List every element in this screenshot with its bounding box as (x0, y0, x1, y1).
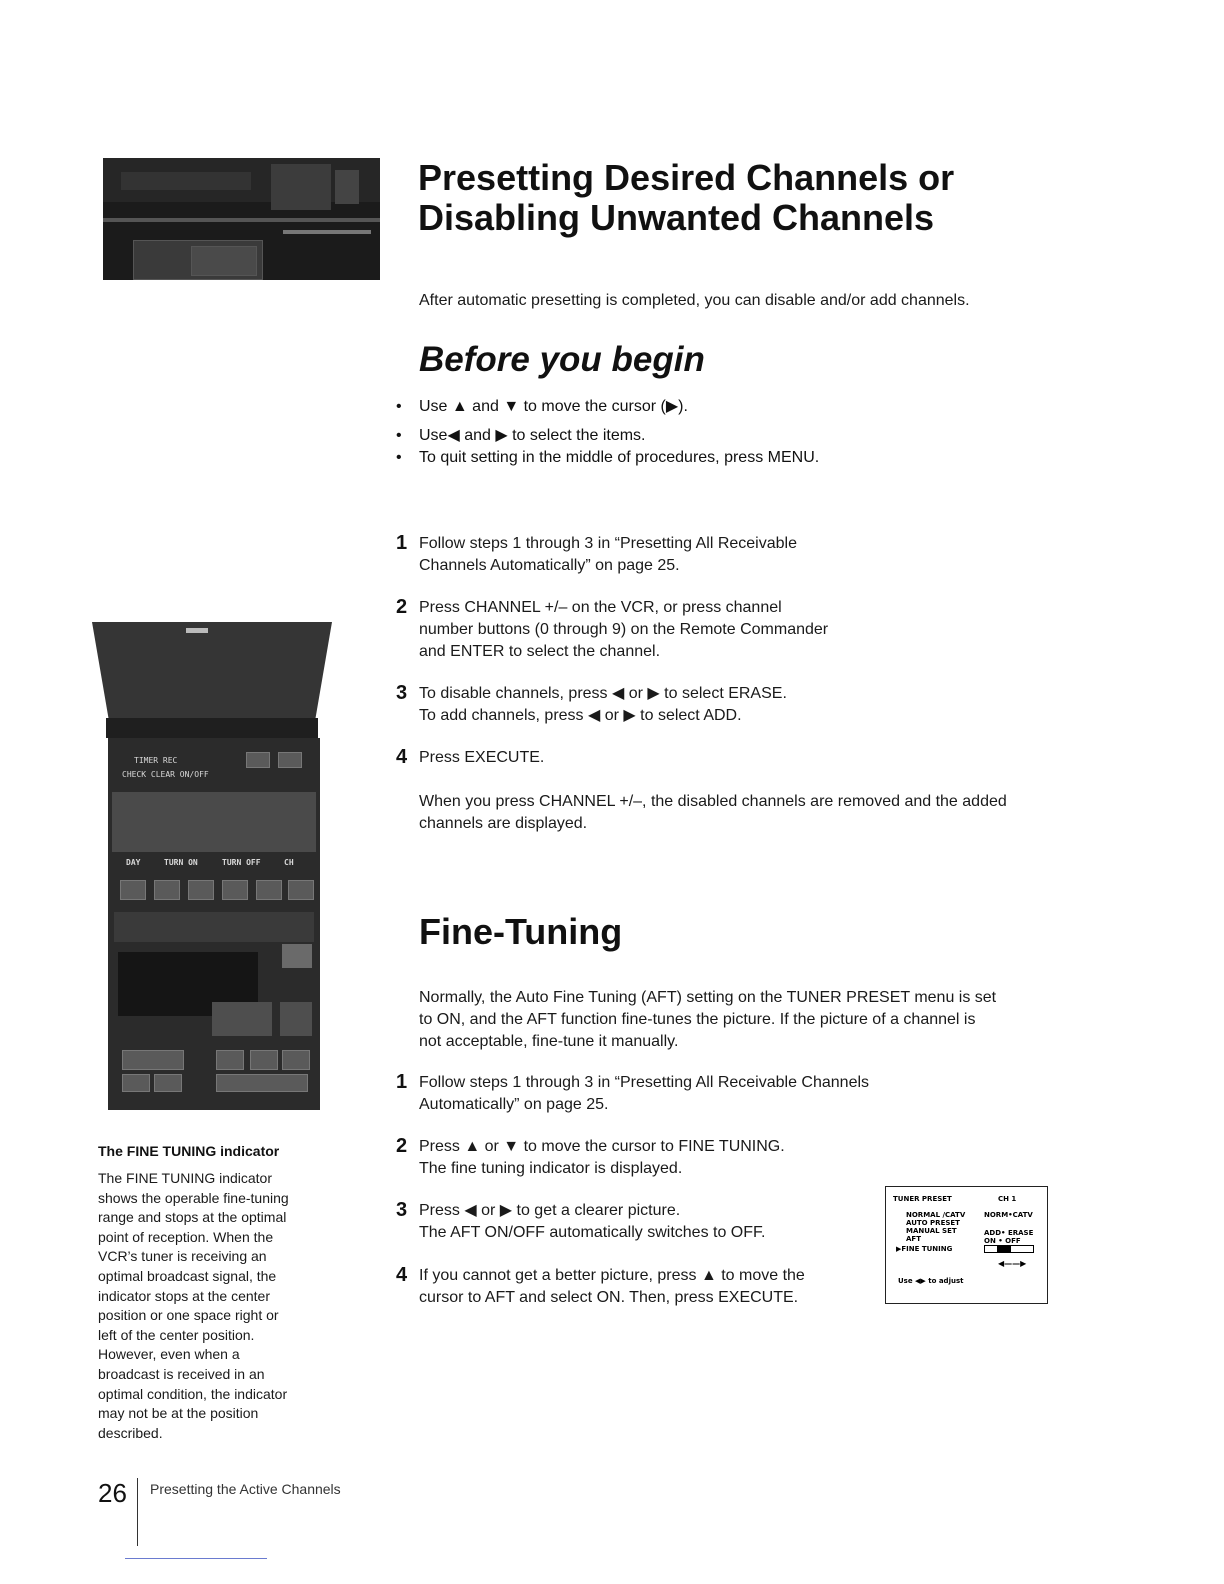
sidebar-line: However, even when a (98, 1346, 240, 1363)
sidebar-line: position or one space right or (98, 1307, 279, 1324)
page-title (418, 158, 1178, 238)
step-number: 3 (396, 682, 408, 704)
step-line: If you cannot get a better picture, press ▲ to move the (419, 1267, 805, 1284)
step-text (419, 1072, 1139, 1116)
step-line: Press CHANNEL +/– on the VCR, or press channel (419, 599, 782, 616)
step-line: Follow steps 1 through 3 in “Presetting All Receivable (419, 535, 797, 552)
remote-button (120, 880, 146, 900)
footer-divider (137, 1478, 138, 1546)
remote-button (282, 1050, 310, 1070)
menu-fine-tuning: ▶FINE TUNING (896, 1245, 953, 1253)
step-text (419, 1200, 879, 1244)
after-note (419, 791, 1139, 835)
step-line: Press EXECUTE. (419, 749, 545, 766)
fine-tuning-indicator (984, 1245, 1034, 1253)
footer-section-title: Presetting the Active Channels (150, 1481, 341, 1497)
step-number: 4 (396, 1264, 408, 1286)
menu-aft: AFT (906, 1235, 921, 1243)
sidebar-line: left of the center position. (98, 1326, 255, 1343)
bullet-item: • Use◀ and ▶ to select the items. (396, 425, 1096, 447)
tuner-preset-menu (885, 1186, 1048, 1304)
sidebar-text (98, 1169, 338, 1443)
step-line: and ENTER to select the channel. (419, 643, 661, 660)
bullet-text: To quit setting in the middle of procedures, press MENU. (419, 449, 820, 466)
bullet-text: Use◀ and ▶ to select the items. (419, 427, 646, 444)
footer-rule (125, 1558, 267, 1559)
sidebar-line: VCR’s tuner is receiving an (98, 1248, 267, 1265)
remote-button (188, 880, 214, 900)
sidebar-line: may not be at the position (98, 1405, 259, 1422)
step-line: The fine tuning indicator is displayed. (419, 1160, 683, 1177)
intro-line: not acceptable, fine-tune it manually. (419, 1033, 679, 1050)
sidebar-line: The FINE TUNING indicator (98, 1170, 273, 1186)
vcr-front-image (103, 158, 380, 280)
before-bullets (396, 396, 1096, 469)
sidebar-line: point of reception. When the (98, 1228, 274, 1245)
step-number: 3 (396, 1199, 408, 1221)
step-text (419, 747, 1139, 769)
remote-button (256, 880, 282, 900)
sidebar-line: range and stops at the optimal (98, 1209, 287, 1226)
sidebar-line: optimal condition, the indicator (98, 1385, 288, 1402)
fine-tuning-intro (419, 987, 1139, 1053)
sidebar-line: indicator stops at the center (98, 1287, 270, 1304)
step-number: 4 (396, 746, 408, 768)
step-line: The AFT ON/OFF automatically switches to OFF. (419, 1224, 766, 1241)
left-right-arrow-icon: ◀——▶ (998, 1259, 1027, 1268)
remote-commander-image (92, 622, 332, 1110)
menu-auto-preset: AUTO PRESET (906, 1219, 960, 1227)
step-text (419, 1265, 879, 1309)
remote-button (250, 1050, 278, 1070)
before-you-begin-heading: Before you begin (419, 340, 705, 379)
check-clear-label: CHECK CLEAR ON/OFF (122, 770, 209, 779)
turn-on-label: TURN ON (164, 858, 198, 867)
ch-label: CH (284, 858, 294, 867)
step-number: 2 (396, 1135, 408, 1157)
remote-button (222, 880, 248, 900)
remote-button (216, 1050, 244, 1070)
timer-rec-label: TIMER REC (134, 756, 178, 765)
remote-button (288, 880, 314, 900)
menu-manual-set: MANUAL SET (906, 1227, 957, 1235)
menu-manual-set-value: ADD• ERASE (984, 1229, 1034, 1237)
bullet-text: Use ▲ and ▼ to move the cursor (▶). (419, 398, 688, 415)
menu-hint: Use ◀▶ to adjust (898, 1277, 964, 1285)
step-number: 2 (396, 596, 408, 618)
step-line: number buttons (0 through 9) on the Remote Commander (419, 621, 829, 638)
remote-button (154, 1074, 182, 1092)
sidebar-line: optimal broadcast signal, the (98, 1267, 277, 1284)
remote-button (122, 1050, 184, 1070)
page-title-line-2: Disabling Unwanted Channels (418, 197, 935, 238)
bullet-item: • To quit setting in the middle of procedures, press MENU. (396, 447, 1096, 469)
bullet-item: • Use ▲ and ▼ to move the cursor (▶). (396, 396, 1096, 425)
intro-text: After automatic presetting is completed, you can disable and/or add channels. (419, 292, 970, 309)
intro-line: Normally, the Auto Fine Tuning (AFT) setting on the TUNER PRESET menu is set (419, 989, 997, 1006)
sidebar-title: The FINE TUNING indicator (98, 1143, 280, 1159)
step-text (419, 597, 1139, 663)
intro-line: to ON, and the AFT function fine-tunes the picture. If the picture of a channel is (419, 1011, 976, 1028)
step-line: Press ▲ or ▼ to move the cursor to FINE TUNING. (419, 1138, 785, 1155)
sidebar-line: described. (98, 1424, 163, 1441)
step-text (419, 533, 1139, 577)
step-text (419, 1136, 1139, 1180)
remote-lid (92, 622, 332, 720)
remote-button (122, 1074, 150, 1092)
fine-tuning-heading: Fine-Tuning (419, 911, 623, 952)
remote-button (154, 880, 180, 900)
note-line: channels are displayed. (419, 815, 588, 832)
step-line: cursor to AFT and select ON. Then, press EXECUTE. (419, 1289, 799, 1306)
menu-normal-catv-value: NORM•CATV (984, 1211, 1033, 1219)
note-line: When you press CHANNEL +/–, the disabled channels are removed and the added (419, 793, 1007, 810)
step-line: To disable channels, press ◀ or ▶ to select ERASE. (419, 685, 787, 702)
step-line: Follow steps 1 through 3 in “Presetting All Receivable Channels (419, 1074, 870, 1091)
sidebar-line: broadcast is received in an (98, 1365, 265, 1382)
menu-title: TUNER PRESET (893, 1195, 952, 1203)
step-line: Press ◀ or ▶ to get a clearer picture. (419, 1202, 681, 1219)
step-line: To add channels, press ◀ or ▶ to select ADD. (419, 707, 742, 724)
turn-off-label: TURN OFF (222, 858, 261, 867)
menu-aft-value: ON • OFF (984, 1237, 1021, 1245)
day-label: DAY (126, 858, 141, 867)
remote-button (216, 1074, 308, 1092)
step-number: 1 (396, 1071, 408, 1093)
step-number: 1 (396, 532, 408, 554)
page-title-line-1: Presetting Desired Channels or (418, 157, 955, 198)
step-text (419, 683, 1139, 727)
page-number: 26 (98, 1478, 127, 1508)
step-line: Automatically” on page 25. (419, 1096, 609, 1113)
menu-normal-catv: NORMAL /CATV (906, 1211, 966, 1219)
step-line: Channels Automatically” on page 25. (419, 557, 680, 574)
menu-channel: CH 1 (998, 1195, 1017, 1203)
sidebar-line: shows the operable fine-tuning (98, 1189, 289, 1206)
